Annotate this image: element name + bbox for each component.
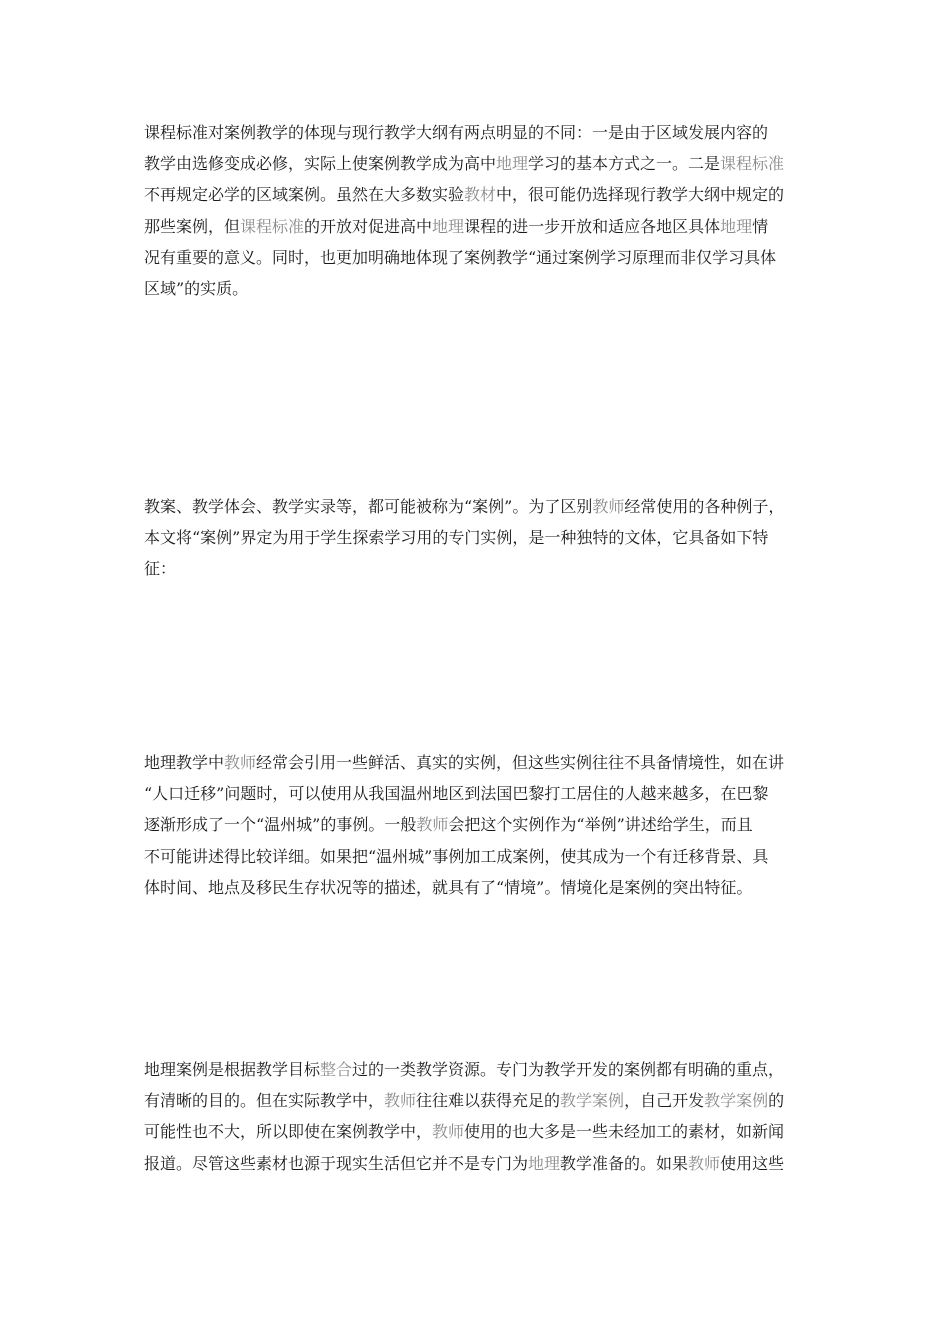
- keyword-link[interactable]: 整合: [320, 1060, 353, 1079]
- text-segment: 逐渐形成了一个“温州城”的事例。一般: [144, 815, 417, 835]
- keyword-link[interactable]: 课程标准: [240, 216, 305, 236]
- text-segment: 学习的基本方式之一。二是: [528, 154, 721, 174]
- text-segment: 情: [752, 216, 769, 236]
- keyword-link[interactable]: 教师: [592, 497, 625, 516]
- text-segment: 使用这些: [720, 1153, 785, 1173]
- text-segment: 往往难以获得充足的: [416, 1091, 561, 1111]
- keyword-link[interactable]: 教学案例: [704, 1091, 769, 1111]
- keyword-link[interactable]: 教师: [688, 1153, 721, 1173]
- text-line: [144, 747, 814, 778]
- keyword-link[interactable]: 教师: [432, 1122, 465, 1142]
- text-line: [144, 179, 814, 210]
- keyword-link[interactable]: 地理: [496, 154, 529, 174]
- text-segment: 使用的也大多是一些未经加工的素材，如新闻: [464, 1122, 785, 1142]
- keyword-link[interactable]: 教材: [464, 185, 497, 205]
- text-segment: 不可能讲述得比较详细。如果把“温州城”事例加工成案例，使其成为一个有迁移背景、具: [144, 846, 769, 866]
- text-segment: 会把这个实例作为“举例”讲述给学生，而且: [448, 815, 753, 835]
- text-segment: 区域”的实质。: [144, 278, 249, 298]
- text-segment: 体时间、地点及移民生存状况等的描述，就具有了“情境”。情境化是案例的突出特征。: [144, 877, 753, 897]
- text-segment: 课程的进一步开放和适应各地区具体: [464, 216, 721, 236]
- text-line: [144, 522, 814, 553]
- text-segment: 报道。尽管这些素材也源于现实生活但它并不是专门为: [144, 1153, 529, 1173]
- paragraph-situational-feature: [144, 747, 814, 903]
- text-segment: 中，很可能仍选择现行教学大纲中规定的: [496, 185, 785, 205]
- paragraph-case-definition: [144, 491, 814, 585]
- keyword-link[interactable]: 地理: [528, 1153, 561, 1173]
- text-segment: 有清晰的目的。但在实际教学中，: [144, 1091, 385, 1111]
- keyword-link[interactable]: 教师: [416, 815, 449, 835]
- text-line: [144, 273, 814, 304]
- text-line: [144, 1054, 814, 1085]
- text-segment: 况有重要的意义。同时，也更加明确地体现了案例教学“通过案例学习原理而非仅学习具体: [144, 247, 777, 267]
- text-segment: 经常使用的各种例子，: [624, 497, 785, 516]
- text-line: [144, 841, 814, 872]
- text-segment: “人口迁移”问题时，可以使用从我国温州地区到法国巴黎打工居住的人越来越多，在巴黎: [144, 784, 769, 804]
- text-segment: 可能性也不大，所以即使在案例教学中，: [144, 1122, 433, 1142]
- text-line: [144, 1085, 814, 1116]
- text-segment: 教学由选修变成必修，实际上使案例教学成为高中: [144, 154, 497, 174]
- text-line: [144, 809, 814, 840]
- keyword-link[interactable]: 教师: [384, 1091, 417, 1111]
- text-segment: 的: [768, 1091, 785, 1111]
- text-line: [144, 1148, 814, 1179]
- text-line: [144, 148, 814, 179]
- text-segment: 不再规定必学的区域案例。虽然在大多数实验: [144, 185, 465, 205]
- text-segment: 地理案例是根据教学目标: [144, 1060, 321, 1079]
- keyword-link[interactable]: 教师: [224, 753, 257, 772]
- text-line: [144, 117, 814, 148]
- text-line: [144, 1116, 814, 1147]
- text-segment: 过的一类教学资源。专门为教学开发的案例都有明确的重点，: [352, 1060, 785, 1079]
- keyword-link[interactable]: 教学案例: [560, 1091, 625, 1111]
- paragraph-teaching-resource: [144, 1054, 814, 1179]
- text-line: [144, 778, 814, 809]
- text-segment: 本文将“案例”界定为用于学生探索学习用的专门实例，是一种独特的文体，它具备如下特: [144, 528, 769, 548]
- text-segment: 那些案例，但: [144, 216, 241, 236]
- text-line: [144, 872, 814, 903]
- text-segment: 教学准备的。如果: [560, 1153, 689, 1173]
- text-line: [144, 553, 814, 584]
- text-line: [144, 491, 814, 522]
- keyword-link[interactable]: 课程标准: [720, 154, 785, 174]
- text-segment: 经常会引用一些鲜活、真实的实例，但这些实例往往不具备情境性，如在讲: [256, 753, 785, 772]
- text-segment: 教案、教学体会、教学实录等，都可能被称为“案例”。为了区别: [144, 497, 593, 516]
- text-segment: 征：: [144, 559, 177, 579]
- keyword-link[interactable]: 地理: [720, 216, 753, 236]
- text-line: [144, 211, 814, 242]
- keyword-link[interactable]: 地理: [432, 216, 465, 236]
- text-line: [144, 242, 814, 273]
- text-segment: 地理教学中: [144, 753, 225, 772]
- text-segment: 的开放对促进高中: [304, 216, 433, 236]
- text-segment: 课程标准对案例教学的体现与现行教学大纲有两点明显的不同：一是由于区域发展内容的: [144, 123, 769, 142]
- text-segment: ，自己开发: [624, 1091, 705, 1111]
- paragraph-curriculum-standard: [144, 117, 814, 304]
